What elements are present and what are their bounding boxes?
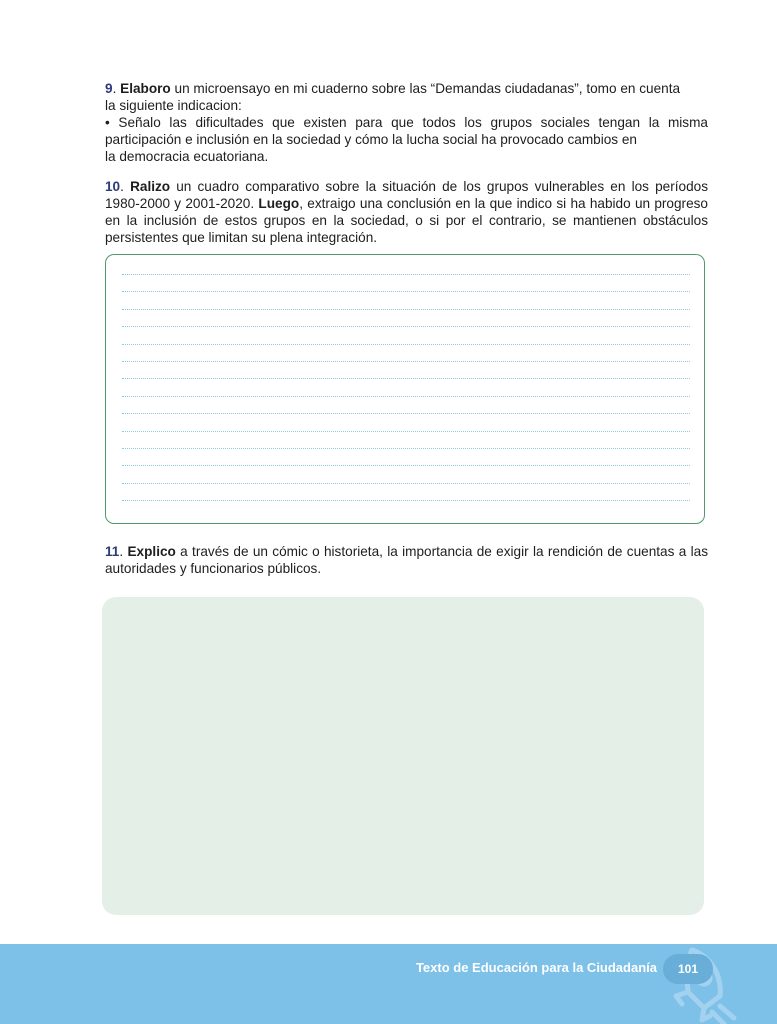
question-11: 11. Explico a través de un cómic o historieta, la importancia de exigir la rendición de cuentas a las autoridades y funcionarios públicos. xyxy=(105,544,708,576)
page-footer xyxy=(0,944,777,1024)
writing-line xyxy=(122,500,690,501)
writing-line xyxy=(122,448,690,449)
question-text: a través de un cómic o historieta, la importancia de exigir la rendición de cuentas a las autoridades y funcionarios públicos. xyxy=(105,544,708,576)
writing-line xyxy=(122,378,690,379)
question-9: 9. Elaboro un microensayo en mi cuaderno sobre las “Demandas ciudadanas”, tomo en cuenta la siguiente indicacion: • Señalo las dificultades que existen para que todos los grupos sociales tengan la misma participación e inclusión en la sociedad y cómo la lucha social ha provocado cambios en la democracia ecuatoriana. xyxy=(105,81,708,164)
writing-line xyxy=(122,396,690,397)
writing-line xyxy=(122,326,690,327)
writing-line xyxy=(122,274,690,275)
writing-line xyxy=(122,431,690,432)
writing-line xyxy=(122,413,690,414)
comic-drawing-area[interactable] xyxy=(102,597,704,915)
question-number: 10 xyxy=(105,179,121,194)
question-number: 11 xyxy=(105,544,120,559)
question-keyword: Elaboro xyxy=(120,81,171,96)
bullet-item: • Señalo las dificultades que existen para que todos los grupos sociales tengan la misma participación e inclusión en la sociedad y cómo la lucha social ha provocado cambios en la democracia ecuatoriana. xyxy=(105,115,708,164)
writing-line xyxy=(122,483,690,484)
question-text: un microensayo en mi cuaderno sobre las “Demandas ciudadanas”, tomo en cuenta xyxy=(170,81,681,96)
question-text-2: , extraigo una conclusión en la que indico si ha habido un progreso en la inclusión de estos grupos en la sociedad, o si por el contrario, se mantienen obstáculos persistentes que limitan su plena integración. xyxy=(105,196,708,245)
question-keyword: Ralizo xyxy=(130,179,171,194)
answer-writing-box[interactable] xyxy=(105,254,705,524)
question-keyword: Explico xyxy=(127,544,176,559)
writing-line xyxy=(122,291,690,292)
writing-line xyxy=(122,344,690,345)
question-text: un cuadro comparativo sobre la situación de los grupos vulnerables en los períodos 1980-2000 y 2001-2020. xyxy=(105,179,708,211)
page-number-badge: 101 xyxy=(663,954,713,984)
question-text-line2: la siguiente indicacion: xyxy=(105,98,242,113)
writing-line xyxy=(122,361,690,362)
question-number: 9 xyxy=(105,81,113,96)
footer-book-title: Texto de Educación para la Ciudadanía xyxy=(415,960,657,975)
question-keyword-2: Luego xyxy=(258,196,300,211)
question-10: 10. Ralizo un cuadro comparativo sobre la situación de los grupos vulnerables en los períodos 1980-2000 y 2001-2020. Luego, extraigo una conclusión en la que indico si ha habido un progreso en la inclusión de estos grupos en la sociedad, o si por el contrario, se mantienen obstáculos persistentes que limitan su plena integración. xyxy=(105,179,708,245)
writing-line xyxy=(122,465,690,466)
writing-line xyxy=(122,309,690,310)
